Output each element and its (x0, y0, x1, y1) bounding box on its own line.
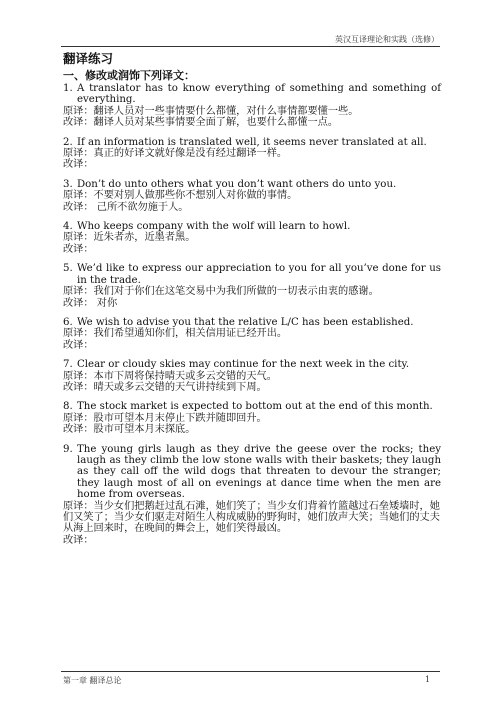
english-sentence: If an information is translated well, it seems never translated at all. (77, 136, 427, 148)
revised-translation: 改译： 己所不欲勿施于人。 (63, 201, 189, 213)
item-number: 5. (63, 263, 73, 275)
english-sentence: Clear or cloudy skies may continue for the next week in the city. (77, 359, 410, 371)
section-heading: 一、修改或润饰下列译文： (63, 69, 195, 82)
revised-translation: 改译： 对你 (63, 297, 118, 309)
revised-translation: 改译：股市可望本月末探底。 (63, 424, 196, 436)
item-number: 1. (63, 83, 73, 94)
original-translation: 原译：我们希望通知你们，相关信用证已经开出。 (63, 328, 288, 340)
revised-translation: 改译： (63, 534, 94, 546)
item-number: 7. (63, 359, 73, 371)
doc-title: 翻译练习 (63, 51, 114, 66)
original-translation: 原译：翻译人员对一些事情要什么都懂，对什么事情都要懂一些。 (63, 105, 359, 117)
english-sentence: The young girls laugh as they drive the geese over the rocks; they laugh as they climb the low stone walls with their baskets; they laugh as they call off the wild dogs that threaten to devour the stranger; they laugh most of all on evenings at dance time when the men are home from overseas. (77, 443, 441, 501)
exercise-item-2 (63, 137, 441, 171)
item-number: 8. (63, 401, 73, 413)
english-sentence: We’d like to express our appreciation to you for all you’ve done for us in the trade. (77, 263, 441, 286)
item-number: 6. (63, 316, 73, 328)
item-number: 4. (63, 221, 73, 233)
page-content (63, 51, 441, 554)
exercise-item-9 (63, 444, 441, 547)
page-number: 1 (425, 675, 431, 684)
item-number: 2. (63, 136, 73, 148)
revised-translation: 改译： (63, 159, 94, 171)
footer-rule (61, 671, 440, 672)
exercise-item-6 (63, 317, 441, 351)
revised-translation: 改译： (63, 339, 94, 351)
exercise-item-3 (63, 179, 441, 213)
item-number: 9. (63, 443, 73, 455)
english-sentence: A translator has to know everything of something and something of everything. (77, 83, 441, 106)
original-translation: 原译：股市可望本月末停止下跌并随即回升。 (63, 412, 267, 424)
original-translation: 原译：近朱者赤，近墨者黑。 (63, 232, 196, 244)
running-header: 英汉互译理论和实践（选修） (335, 35, 439, 44)
original-translation: 原译：真正的好译文就好像是没有经过翻译一样。 (63, 148, 288, 160)
original-translation: 原译：当少女们把鹅赶过乱石滩，她们笑了；当少女们背着竹篮越过石垒矮墙时，她们又笑了；当少女们驱走对陌生人构成威胁的野狗时，她们放声大笑；当她们的丈夫从海上回来时，在晚间的舞会上，她们笑得最凶。 (63, 500, 440, 535)
exercise-item-4 (63, 221, 441, 255)
item-number: 3. (63, 178, 73, 190)
exercise-item-1 (63, 83, 441, 129)
english-sentence: Who keeps company with the wolf will learn to howl. (77, 221, 351, 233)
header-rule (61, 46, 440, 47)
english-sentence: The stock market is expected to bottom out at the end of this month. (77, 401, 433, 413)
original-translation: 原译：不要对别人做那些你不想别人对你做的事情。 (63, 190, 298, 202)
exercise-item-7 (63, 359, 441, 393)
english-sentence: Don’t do unto others what you don’t want others do unto you. (77, 178, 397, 190)
exercise-item-5 (63, 263, 441, 309)
revised-translation: 改译： (63, 243, 94, 255)
revised-translation: 改译：晴天或多云交错的天气讲持续到下周。 (63, 381, 267, 393)
english-sentence: We wish to advise you that the relative L/C has been established. (77, 316, 414, 328)
exercise-item-8 (63, 401, 441, 435)
footer-chapter: 第一章 翻译总论 (63, 676, 122, 685)
original-translation: 原译：本市下周将保持晴天或多云交错的天气。 (63, 370, 277, 382)
revised-translation: 改译：翻译人员对某些事情要全面了解，也要什么都懂一点。 (63, 117, 339, 129)
original-translation: 原译：我们对于你们在这笔交易中为我们所做的一切表示由衷的感谢。 (63, 286, 379, 298)
